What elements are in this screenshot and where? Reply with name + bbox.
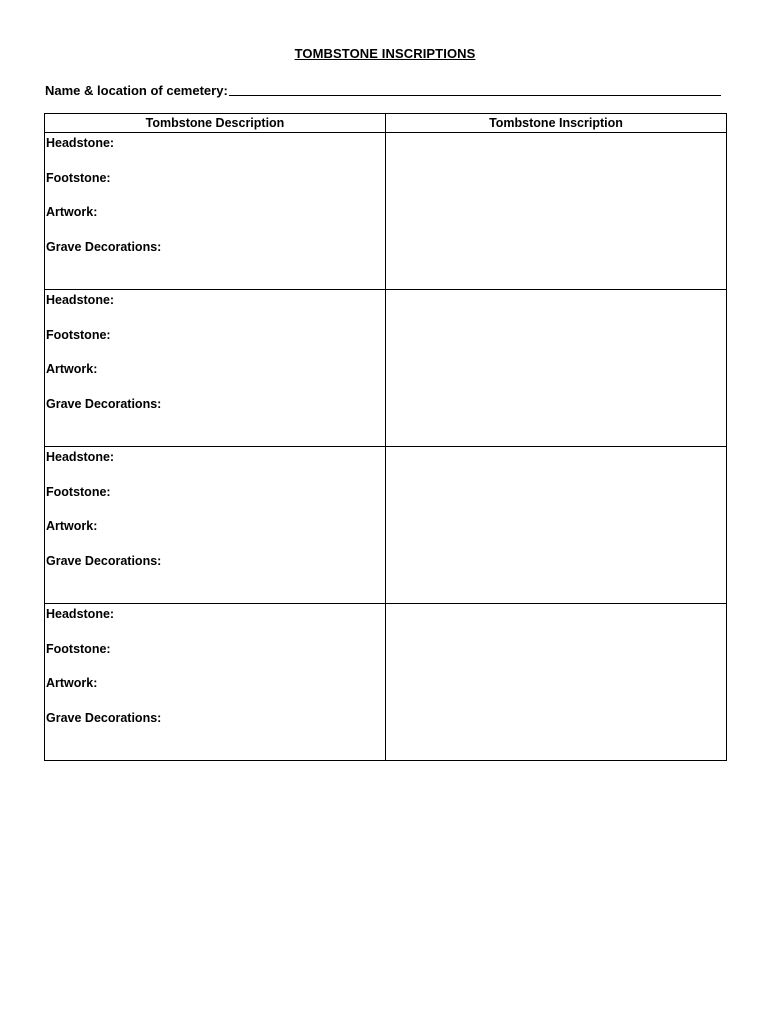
table-row <box>45 133 726 290</box>
description-cell[interactable] <box>45 133 386 289</box>
inscription-cell[interactable] <box>386 447 726 603</box>
footstone-label: Footstone: <box>46 484 111 499</box>
description-cell[interactable] <box>45 447 386 603</box>
table-header-row <box>45 114 726 133</box>
header-tombstone-description: Tombstone Description <box>45 114 386 132</box>
footstone-label: Footstone: <box>46 327 111 342</box>
headstone-label: Headstone: <box>46 293 115 307</box>
grave-decorations-label: Grave Decorations: <box>46 553 162 568</box>
cemetery-name-label: Name & location of cemetery: <box>45 83 228 98</box>
footstone-label: Footstone: <box>46 641 111 656</box>
table-row <box>45 447 726 604</box>
artwork-label: Artwork: <box>46 205 98 219</box>
inscription-cell[interactable] <box>386 133 726 289</box>
table-row <box>45 604 726 761</box>
grave-decorations-label: Grave Decorations: <box>46 239 162 254</box>
grave-decorations-label: Grave Decorations: <box>46 396 162 411</box>
headstone-label: Headstone: <box>46 450 115 464</box>
inscription-cell[interactable] <box>386 604 726 761</box>
inscription-cell[interactable] <box>386 290 726 446</box>
artwork-label: Artwork: <box>46 362 98 376</box>
table-row <box>45 290 726 447</box>
page-title: TOMBSTONE INSCRIPTIONS <box>294 46 476 61</box>
footstone-label: Footstone: <box>46 170 111 185</box>
description-cell[interactable] <box>45 290 386 446</box>
headstone-label: Headstone: <box>46 607 115 621</box>
cemetery-name-input-line[interactable] <box>229 80 721 96</box>
headstone-label: Headstone: <box>46 136 115 150</box>
tombstone-table <box>44 113 727 761</box>
artwork-label: Artwork: <box>46 676 98 690</box>
grave-decorations-label: Grave Decorations: <box>46 710 162 725</box>
description-cell[interactable] <box>45 604 386 761</box>
header-tombstone-inscription: Tombstone Inscription <box>489 116 623 130</box>
cemetery-name-field <box>45 80 721 98</box>
artwork-label: Artwork: <box>46 519 98 533</box>
